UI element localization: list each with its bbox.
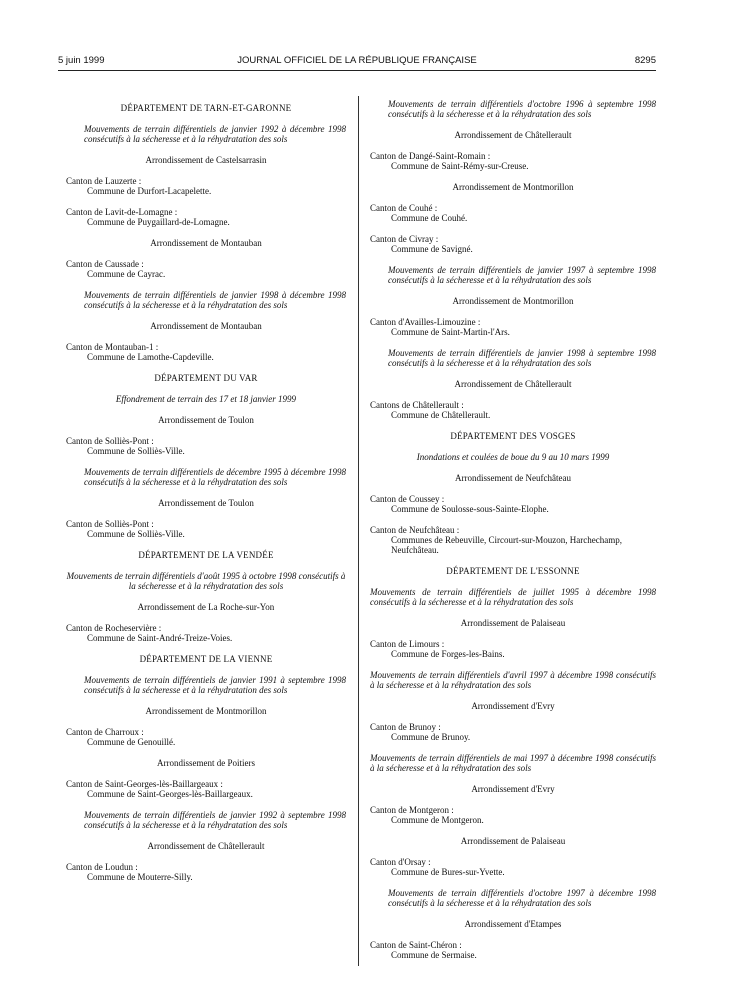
event-description: Inondations et coulées de boue du 9 au 10 mars 1999 bbox=[416, 452, 610, 462]
event-description: Mouvements de terrain différentiels de janvier 1998 à décembre 1998 consécutifs à la sécheresse et à la réhydratation des sols bbox=[84, 290, 346, 310]
arrondissement-heading: Arrondissement de Châtellerault bbox=[454, 130, 572, 140]
canton-line: Canton de Couhé : bbox=[370, 203, 438, 213]
event-description: Mouvements de terrain différentiels de janvier 1997 à septembre 1998 consécutifs à la sécheresse et à la réhydratation des sols bbox=[388, 265, 656, 285]
canton-line: Canton de Solliès-Pont : bbox=[66, 519, 154, 529]
event-description: Mouvements de terrain différentiels de janvier 1992 à décembre 1998 consécutifs à la sécheresse et à la réhydratation des sols bbox=[84, 124, 346, 144]
department-heading: DÉPARTEMENT DU VAR bbox=[154, 373, 258, 383]
canton-line: Canton de Saint-Georges-lès-Baillargeaux : bbox=[66, 779, 223, 789]
arrondissement-heading: Arrondissement de Montmorillon bbox=[452, 296, 574, 306]
arrondissement-heading: Arrondissement de Châtellerault bbox=[147, 841, 265, 851]
commune-line: Commune de Brunoy. bbox=[391, 732, 471, 742]
canton-line: Canton de Montauban-1 : bbox=[66, 342, 159, 352]
canton-line: Canton de Coussey : bbox=[370, 494, 445, 504]
commune-line: Commune de Bures-sur-Yvette. bbox=[391, 867, 505, 877]
event-description: Mouvements de terrain différentiels de janvier 1992 à septembre 1998 consécutifs à la sécheresse et à la réhydratation des sols bbox=[84, 810, 346, 830]
commune-line: Commune de Forges-les-Bains. bbox=[391, 649, 505, 659]
department-heading: DÉPARTEMENT DE LA VENDÉE bbox=[138, 550, 274, 560]
arrondissement-heading: Arrondissement de Neufchâteau bbox=[455, 473, 571, 483]
event-description: Mouvements de terrain différentiels de janvier 1991 à septembre 1998 consécutifs à la sécheresse et à la réhydratation des sols bbox=[84, 675, 346, 695]
arrondissement-heading: Arrondissement de Castelsarrasin bbox=[145, 155, 267, 165]
canton-line: Canton de Solliès-Pont : bbox=[66, 436, 154, 446]
arrondissement-heading: Arrondissement de Toulon bbox=[158, 415, 254, 425]
arrondissement-heading: Arrondissement de Poitiers bbox=[157, 758, 255, 768]
arrondissement-heading: Arrondissement d'Evry bbox=[471, 701, 555, 711]
arrondissement-heading: Arrondissement de Palaiseau bbox=[460, 618, 566, 628]
commune-line: Commune de Solliès-Ville. bbox=[87, 446, 185, 456]
department-heading: DÉPARTEMENT DES VOSGES bbox=[450, 431, 576, 441]
event-description: Mouvements de terrain différentiels de janvier 1998 à septembre 1998 consécutifs à la sécheresse et à la réhydratation des sols bbox=[388, 348, 656, 368]
event-description: Mouvements de terrain différentiels de décembre 1995 à décembre 1998 consécutifs à la sécheresse et à la réhydratation des sols bbox=[84, 467, 346, 487]
canton-line: Canton de Limours : bbox=[370, 639, 445, 649]
commune-line: Commune de Saint-Rémy-sur-Creuse. bbox=[391, 161, 529, 171]
arrondissement-heading: Arrondissement d'Evry bbox=[471, 784, 555, 794]
commune-line: Communes de Rebeuville, Circourt-sur-Mouzon, Harchechamp, Neufchâteau. bbox=[391, 535, 623, 555]
event-description: Effondrement de terrain des 17 et 18 janvier 1999 bbox=[115, 394, 297, 404]
commune-line: Commune de Soulosse-sous-Sainte-Elophe. bbox=[391, 504, 549, 514]
canton-line: Canton d'Orsay : bbox=[370, 857, 431, 867]
commune-line: Commune de Couhé. bbox=[391, 213, 468, 223]
arrondissement-heading: Arrondissement de Toulon bbox=[158, 498, 254, 508]
canton-line: Canton de Civray : bbox=[370, 234, 439, 244]
column-divider bbox=[358, 96, 359, 966]
canton-line: Canton de Rocheservière : bbox=[66, 623, 162, 633]
department-heading: DÉPARTEMENT DE L'ESSONNE bbox=[446, 566, 580, 576]
arrondissement-heading: Arrondissement d'Etampes bbox=[464, 919, 562, 929]
commune-line: Commune de Savigné. bbox=[391, 244, 473, 254]
commune-line: Commune de Montgeron. bbox=[391, 815, 484, 825]
canton-line: Canton de Loudun : bbox=[66, 862, 138, 872]
event-description: Mouvements de terrain différentiels de mai 1997 à décembre 1998 consécutifs à la sécheresse et à la réhydratation des sols bbox=[370, 753, 656, 773]
commune-line: Commune de Puygaillard-de-Lomagne. bbox=[87, 217, 230, 227]
page-header bbox=[58, 55, 656, 69]
publication-date: 5 juin 1999 bbox=[58, 55, 105, 66]
event-description: Mouvements de terrain différentiels de juillet 1995 à décembre 1998 consécutifs à la sécheresse et à la réhydratation des sols bbox=[370, 587, 656, 607]
right-column bbox=[370, 99, 656, 971]
commune-line: Commune de Châtellerault. bbox=[391, 410, 491, 420]
canton-line: Canton de Lavit-de-Lomagne : bbox=[66, 207, 178, 217]
department-heading: DÉPARTEMENT DE TARN-ET-GARONNE bbox=[120, 103, 292, 113]
arrondissement-heading: Arrondissement de Montmorillon bbox=[452, 182, 574, 192]
canton-line: Canton de Caussade : bbox=[66, 259, 144, 269]
commune-line: Commune de Cayrac. bbox=[87, 269, 166, 279]
event-description: Mouvements de terrain différentiels d'octobre 1996 à septembre 1998 consécutifs à la sécheresse et à la réhydratation des sols bbox=[388, 99, 656, 119]
commune-line: Commune de Mouterre-Silly. bbox=[87, 872, 193, 882]
commune-line: Commune de Sermaise. bbox=[391, 950, 477, 960]
journal-title: JOURNAL OFFICIEL DE LA RÉPUBLIQUE FRANÇAISE bbox=[237, 55, 477, 66]
commune-line: Commune de Lamothe-Capdeville. bbox=[87, 352, 214, 362]
arrondissement-heading: Arrondissement de La Roche-sur-Yon bbox=[137, 602, 275, 612]
canton-line: Canton de Neufchâteau : bbox=[370, 525, 460, 535]
commune-line: Commune de Genouillé. bbox=[87, 737, 176, 747]
commune-line: Commune de Saint-Martin-l'Ars. bbox=[391, 327, 510, 337]
arrondissement-heading: Arrondissement de Châtellerault bbox=[454, 379, 572, 389]
event-description: Mouvements de terrain différentiels d'août 1995 à octobre 1998 consécutifs à la sécheresse et à la réhydratation des sols bbox=[66, 571, 346, 591]
canton-line: Canton de Dangé-Saint-Romain : bbox=[370, 151, 491, 161]
arrondissement-heading: Arrondissement de Montmorillon bbox=[145, 706, 267, 716]
canton-line: Canton d'Availles-Limouzine : bbox=[370, 317, 481, 327]
canton-line: Canton de Montgeron : bbox=[370, 805, 454, 815]
left-column bbox=[66, 103, 346, 893]
commune-line: Commune de Solliès-Ville. bbox=[87, 529, 185, 539]
event-description: Mouvements de terrain différentiels d'avril 1997 à décembre 1998 consécutifs à la sécheresse et à la réhydratation des sols bbox=[370, 670, 656, 690]
arrondissement-heading: Arrondissement de Montauban bbox=[150, 321, 262, 331]
commune-line: Commune de Durfort-Lacapelette. bbox=[87, 186, 212, 196]
arrondissement-heading: Arrondissement de Palaiseau bbox=[460, 836, 566, 846]
commune-line: Commune de Saint-Georges-lès-Baillargeaux. bbox=[87, 789, 253, 799]
commune-line: Commune de Saint-André-Treize-Voies. bbox=[87, 633, 233, 643]
canton-line: Canton de Charroux : bbox=[66, 727, 144, 737]
page-number: 8295 bbox=[634, 55, 656, 66]
header-rule bbox=[58, 70, 656, 71]
canton-line: Canton de Brunoy : bbox=[370, 722, 441, 732]
canton-line: Canton de Saint-Chéron : bbox=[370, 940, 462, 950]
canton-line: Canton de Lauzerte : bbox=[66, 176, 142, 186]
event-description: Mouvements de terrain différentiels d'octobre 1997 à décembre 1998 consécutifs à la sécheresse et à la réhydratation des sols bbox=[388, 888, 656, 908]
arrondissement-heading: Arrondissement de Montauban bbox=[150, 238, 262, 248]
canton-line: Cantons de Châtellerault : bbox=[370, 400, 464, 410]
department-heading: DÉPARTEMENT DE LA VIENNE bbox=[139, 654, 273, 664]
